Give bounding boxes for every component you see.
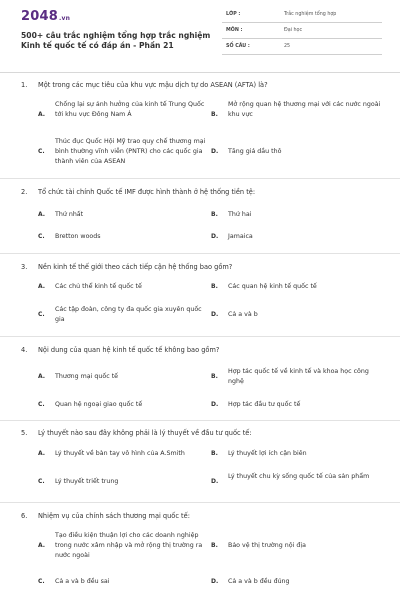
- option-letter: B.: [211, 373, 218, 380]
- question-text: [21, 263, 232, 271]
- logo-suffix: .vn: [58, 15, 71, 22]
- question-stem: Nội dung của quan hệ kinh tế quốc tế không bao gồm?: [38, 346, 220, 354]
- option-text: Hợp tác đầu tư quốc tế: [228, 401, 301, 408]
- option-text: Thứ nhất: [55, 211, 84, 218]
- site-logo[interactable]: [21, 9, 70, 24]
- question-stem: Nền kinh tế thế giới theo cách tiếp cận hệ thống bao gồm?: [38, 263, 233, 271]
- option-letter: C.: [38, 233, 45, 240]
- option-text: Quan hệ ngoại giao quốc tế: [55, 401, 143, 408]
- option-letter: A.: [38, 283, 46, 290]
- option-letter: B.: [211, 111, 218, 118]
- question-divider: [0, 502, 400, 503]
- meta-row-count: [222, 42, 382, 55]
- option-text: Các tập đoàn, công ty đa quốc gia xuyên quốc gia: [55, 306, 202, 323]
- option-letter: A.: [38, 373, 46, 380]
- option-letter: B.: [211, 283, 218, 290]
- question-number: 6.: [21, 512, 28, 520]
- option-letter: B.: [211, 450, 218, 457]
- option-letter: A.: [38, 211, 46, 218]
- option-text: Lý thuyết lợi ích cận biên: [228, 450, 307, 457]
- question-number: 1.: [21, 81, 28, 89]
- logo-main: 2048: [21, 9, 58, 24]
- option-letter: A.: [38, 111, 46, 118]
- option-letter: D.: [211, 578, 219, 585]
- option-text: Lý thuyết chu kỳ sống quốc tế của sản phẩm: [228, 473, 370, 480]
- option-letter: C.: [38, 578, 45, 585]
- meta-value: Đại học: [284, 28, 303, 33]
- question-stem: Một trong các mục tiêu của khu vực mậu dịch tự do ASEAN (AFTA) là?: [38, 81, 268, 89]
- option-text: Lý thuyết triết trung: [55, 478, 119, 485]
- option-text: Bảo vệ thị trường nội địa: [228, 542, 306, 549]
- question-text: [21, 429, 252, 437]
- option-text: Cả a và b: [228, 311, 258, 318]
- option-text: Hợp tác quốc tế về kinh tế và khoa học công nghệ: [228, 368, 369, 385]
- option-letter: D.: [211, 478, 219, 485]
- option-letter: D.: [211, 311, 219, 318]
- option-text: Các chủ thể kinh tế quốc tế: [55, 283, 142, 290]
- question-number: 2.: [21, 188, 28, 196]
- option-text: Jamaica: [228, 233, 253, 240]
- option-letter: D.: [211, 401, 219, 408]
- meta-value: Trắc nghiệm tổng hợp: [284, 12, 337, 17]
- option-letter: C.: [38, 478, 45, 485]
- meta-key: MÔN :: [226, 28, 243, 33]
- question-divider: [0, 253, 400, 254]
- option-text: Lý thuyết về bàn tay vô hình của A.Smith: [55, 450, 185, 457]
- option-text: Cả a và b đều đúng: [228, 578, 290, 585]
- option-text: Thứ hai: [228, 211, 252, 218]
- option-text: Chống lại sự ảnh hưởng của kinh tế Trung Quốc tới khu vực Đông Nam Á: [55, 101, 205, 118]
- option-letter: C.: [38, 311, 45, 318]
- option-text: Thúc đục Quốc Hội Mỹ trao quy chế thương mại bình thường vĩnh viễn (PNTR) cho các quốc gia thành viên của ASEAN: [55, 138, 206, 165]
- question-stem: Lý thuyết nào sau đây không phải là lý thuyết về đầu tư quốc tế:: [38, 429, 252, 437]
- option-letter: A.: [38, 450, 46, 457]
- question-number: 5.: [21, 429, 28, 437]
- header-divider: [0, 72, 400, 73]
- option-text: Tạo điều kiện thuận lợi cho các doanh nghiệp trong nước xâm nhập và mở rộng thị trường ra nước ngoài: [55, 532, 203, 559]
- question-divider: [0, 178, 400, 179]
- question-stem: Tổ chức tài chính Quốc tế IMF được hình thành ở hệ thống tiền tệ:: [38, 188, 256, 196]
- meta-row-subject: [222, 26, 382, 39]
- question-text: [21, 512, 190, 520]
- option-letter: B.: [211, 211, 218, 218]
- question-text: [21, 188, 255, 196]
- option-text: Mở rộng quan hệ thương mại với các nước ngoài khu vực: [228, 101, 381, 118]
- option-text: Thương mại quốc tế: [55, 373, 119, 380]
- option-text: Cả a và b đều sai: [55, 578, 110, 585]
- option-letter: D.: [211, 148, 219, 155]
- option-letter: C.: [38, 148, 45, 155]
- meta-key: SỐ CÂU :: [226, 44, 250, 49]
- question-stem: Nhiệm vụ của chính sách thương mại quốc tế:: [38, 512, 190, 520]
- document-meta: [222, 10, 382, 58]
- option-letter: B.: [211, 542, 218, 549]
- option-text: Bretton woods: [55, 233, 101, 240]
- question-divider: [0, 336, 400, 337]
- question-number: 4.: [21, 346, 28, 354]
- question-number: 3.: [21, 263, 28, 271]
- option-text: Tăng giá dầu thô: [228, 148, 282, 155]
- question-text: [21, 346, 219, 354]
- question-text: [21, 81, 268, 89]
- meta-key: LỚP :: [226, 12, 241, 17]
- document-title: 500+ câu trắc nghiệm tổng hợp trắc nghiệm Kinh tế quốc tế có đáp án - Phần 21: [21, 31, 211, 50]
- meta-row-class: [222, 10, 382, 23]
- question-divider: [0, 420, 400, 421]
- option-letter: A.: [38, 542, 46, 549]
- page-header: [0, 0, 400, 66]
- meta-value: 25: [284, 44, 291, 49]
- option-text: Các quan hệ kinh tế quốc tế: [228, 283, 317, 290]
- option-letter: D.: [211, 233, 219, 240]
- option-letter: C.: [38, 401, 45, 408]
